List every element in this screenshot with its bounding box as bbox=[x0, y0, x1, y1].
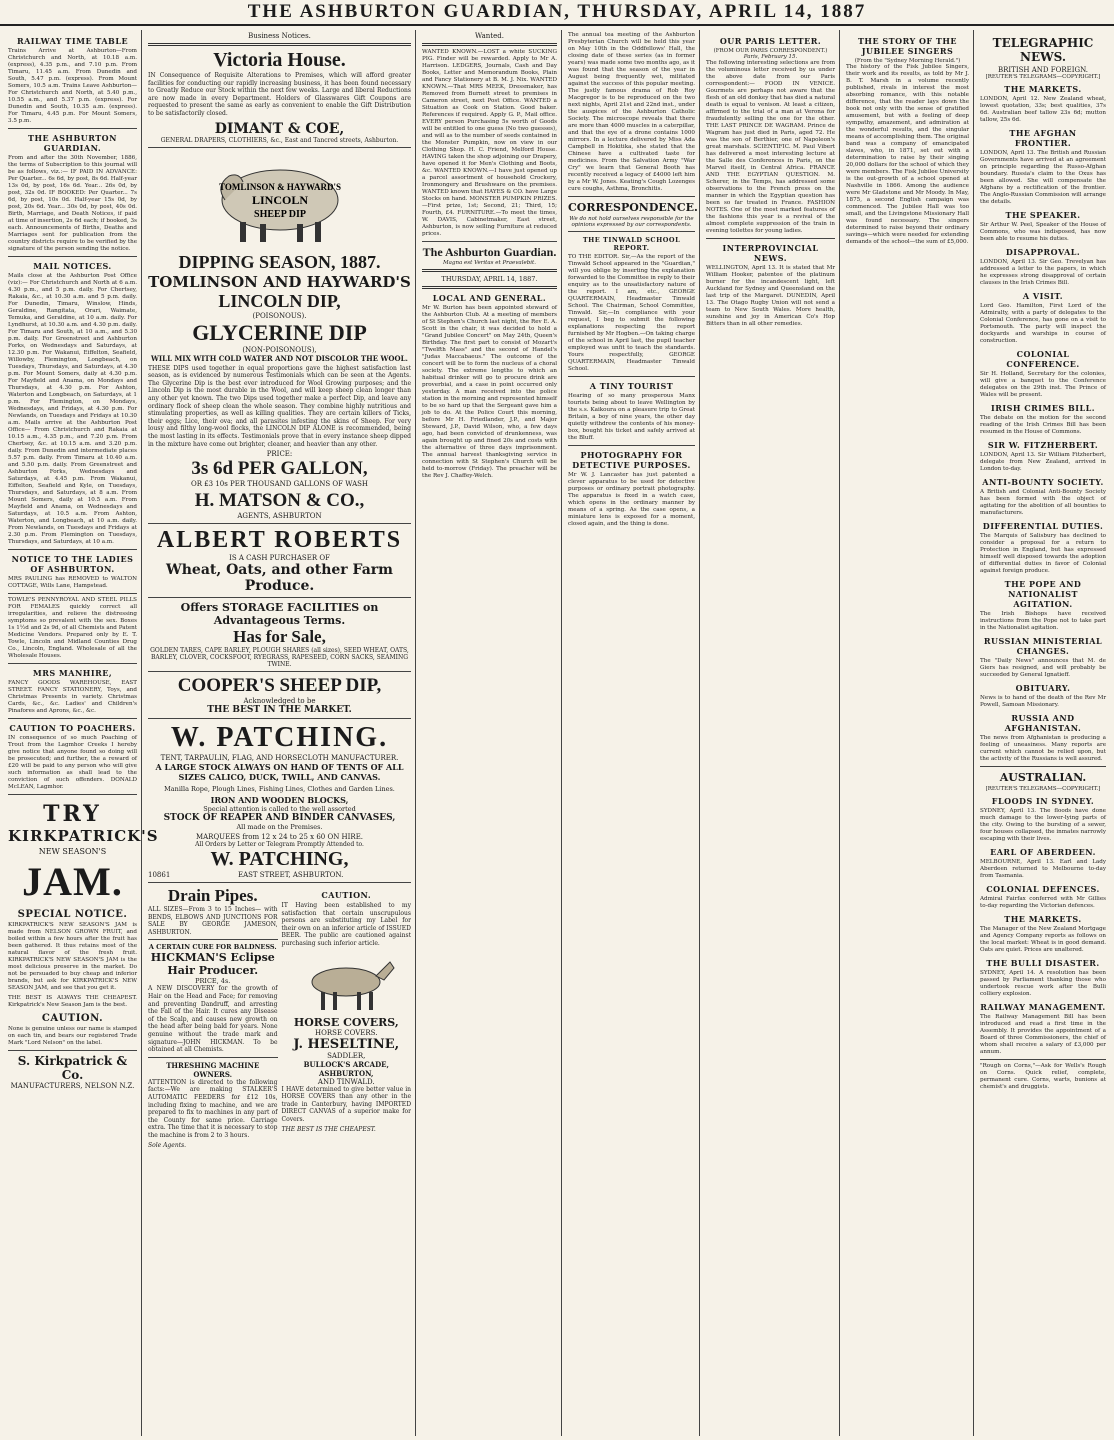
markets2-body: The Manager of the New Zealand Mortgage and Agency Company reports as follows on the local market: Wheat is in good demand. Oats are quiet. Prices are unaltered. bbox=[980, 926, 1106, 953]
wanted-title: Wanted. bbox=[475, 32, 504, 40]
markets-title: THE MARKETS. bbox=[1004, 84, 1082, 94]
russia-title: RUSSIA AND AFGHANISTAN. bbox=[1004, 713, 1082, 733]
col4-top-body: The annual tea meeting of the Ashburton Presbyterian Church will be held this year on May 10th in the Oddfellows' Hall, the closing date of these series (as in former years) was made some two months ago, as it was found that the season of the year in August being frequently wet, militated against the success of this popular meeting. The justly famous drama of Rob Roy Macgregor is to be reproduced on the two next nights, April 21st and 22nd inst., under the auspices of the Ashburton Catholic Society. The microscope reveals that there are more than 4000 muscles in a caterpillar, and that the eye of a drone contains 1000 mirrors. In a lecture delivered by Miss Ada Campbell in Hokitika, she stated that the Chinese have a cultivated taste for medicines. From the Salvation Army "War Cry" we learn that General Booth has recently received a legacy of £4000 left him by a Mr W. Jones. Keating's Cough Lozenges cure coughs, Asthma, Bronchitis. bbox=[568, 32, 695, 192]
towles-body: TOWLE'S PENNYROYAL AND STEEL PILLS FOR FEMALES quickly correct all irregularities, and relieve the distressing symptoms so prevalent with the sex. Boxes 1s 1½d and 2s 9d, of all Chemists and Patent Medicine Vendors. Prepared only by E. T. Towle, Lincoln and Midland Counties Drug Co., Lincoln, England. Wholesale of all the Wholesale Houses. bbox=[8, 597, 137, 659]
issue-date: THURSDAY, APRIL 14, 1887. bbox=[441, 275, 538, 283]
kirkpatrick-heading: KIRKPATRICK'S bbox=[8, 827, 159, 845]
wheat-oats: Wheat, Oats, and other Farm Produce. bbox=[166, 562, 393, 595]
obit-title: OBITUARY. bbox=[1015, 683, 1071, 693]
coopers-best: THE BEST IN THE MARKET. bbox=[207, 705, 352, 716]
iron-blocks: IRON AND WOODEN BLOCKS, bbox=[210, 795, 349, 806]
paris-date: Paris, February 15. bbox=[743, 54, 798, 60]
patching-address bbox=[148, 871, 411, 879]
caution-right-title: CAUTION. bbox=[321, 890, 372, 901]
saddler: SADDLER, bbox=[327, 1051, 366, 1060]
thresh-title: THRESHING MACHINE OWNERS. bbox=[166, 1060, 260, 1079]
hickman-body: A NEW DISCOVERY for the growth of Hair on the Head and Face; for removing and preventing Dandruff, and arresting the Fall of the Hair. It cures any Disease of the Scalp, and causes new growth on the head after being bald for years. None genuine without the trade mark and signature—JOHN HICKMAN. To be obtained at all Chemists. bbox=[148, 985, 278, 1054]
stock-reaper: STOCK OF REAPER AND BINDER CANVASES, bbox=[163, 813, 396, 824]
horse-covers-sub: HORSE COVERS. bbox=[315, 1028, 378, 1037]
price-label: PRICE: bbox=[266, 450, 293, 459]
column-3 bbox=[418, 30, 562, 1436]
dimant-sub: GENERAL DRAPERS, CLOTHIERS, &c., East and Tancred streets, Ashburton. bbox=[160, 136, 399, 144]
new-season-heading: NEW SEASON'S bbox=[38, 847, 107, 856]
east-street: EAST STREET, ASHBURTON. bbox=[237, 871, 344, 880]
column-4 bbox=[564, 30, 700, 1436]
poachers-body: IN consequence of so much Poaching of Trout from the Lagmhor Creeks I hereby give notice that anyone found so doing will be prosecuted; and further, the a reward of £20 will be paid to any person who will give such information as shall lead to the conviction of such offenders. DONALD McLEAN, Lagmhor. bbox=[8, 735, 137, 790]
lower-left-ads bbox=[148, 886, 278, 1149]
photo-body: Mr W. J. Lancaster has just patented a clever apparatus to be used for detective purposes or ordinary portrait photography. The apparatus is fixed in a watch case, which opens in the ordinary manner by means of a spring. As the case opens, a miniature lens is exposed for a moment, closed again, and the thing is done. bbox=[568, 472, 695, 527]
coopers-sub: Acknowledged to be bbox=[243, 697, 316, 706]
interprovincial-title: INTERPROVINCIAL NEWS. bbox=[722, 243, 819, 263]
defences-body: Admiral Fairfax conferred with Mr Gillies to-day regarding the Victorian defences. bbox=[980, 896, 1106, 909]
lincoln-dip: LINCOLN DIP, bbox=[218, 290, 341, 311]
coopers-dip: COOPER'S SHEEP DIP, bbox=[177, 675, 382, 697]
interprovincial-body: WELLINGTON, April 13. It is stated that Mr William Hooker, patentee of the platinum burner for the incandescent light, left Auckland for Sydney and Queensland on the last trip of the Margaret. DUNEDIN, April 13. The Otago Rugby Union will not send a team to New South Wales. More health, sunshine and joy in American Co's Hop Bitters than in all other remedies. bbox=[706, 265, 835, 327]
caution-body: None is genuine unless our name is stamped on each tin, and bears our registered Trade Mark "Lord Nelson" on the label. bbox=[8, 1026, 137, 1046]
corr-disclaimer: We do not hold ourselves responsible for the opinions expressed by our correspondents. bbox=[569, 216, 694, 228]
albert-roberts: ALBERT ROBERTS bbox=[156, 527, 403, 554]
rough-on-corns: "Rough on Corns,"—Ask for Wells's Rough on Corns. Quick relief, complete, permanent cure. Corns, warts, bunions at chemist's and druggists. bbox=[980, 1063, 1106, 1090]
firm-name: S. Kirkpatrick & Co. bbox=[17, 1054, 128, 1082]
mail-body: Mails close at the Ashburton Post Office (viz):— For Christchurch and North at 6 a.m. 4.30 p.m., and 5 p.m. daily. For Chertsey, Rakaia, &c., at 10.30 a.m. and 5 p.m. daily. For Dunedin, Timaru, Winslow, Hinds, Geraldine, Rangitata, Orari, Waimate, Temuka, and Geraldine, at 10 a.m. daily. For Lyndhurst, at 10.30 a.m. and 4.30 p.m. daily. For Timaru and South, at 10 a.m., and 5.30 p.m. daily. For Greenstreet and Ashburton Forks, on Wednesdays and Saturdays, at 12.30 p.m. For Wakanui, Eiffelton, Seafield, Willowby, Flemington, Longbeach, on Tuesdays, Thursdays, and Saturdays, at 4.30 p.m. For Mount Somers, daily at 4.30 p.m. For Mayfield and Anama, on Mondays and Thursdays, at 4.30 p.m. For Ashton, Waterton and Longbeach, on Saturdays, at 1 p.m. For Flemington, on Mondays, Wednesdays, and Fridays, at 4.30 p.m. For Newlands, on Tuesdays and Fridays at 10.30 a.m. Mails arrive at the Ashburton Post Office— From Christchurch and Rakaia at 10.15 a.m., 4.35 p.m., and 7.20 p.m. From Chertsey, &c. at 10.15 a.m. and 3.20 p.m. daily. From Dunedin and intermediate places 5.57 p.m. daily. From Timaru at 10.40 a.m. and 5.50 p.m. daily. From Greenstreet and Ashburton Forks, Wednesdays and Saturdays, at 4.45 p.m. From Wakanui, Eiffelton, Seafield and Kyle, on Tuesdays, Thursdays, and Saturdays, at 8 a.m. From Mount Somers, daily at 10.5 a.m. From Mayfield and Anama, on Wednesdays and Saturdays, at 10.5 a.m. From Ashton, Waterton, and Longbeach, at 10 a.m. daily. From Newlands, on Tuesdays and Fridays at 2.30 p.m. From Flemington on Tuesdays, Thursdays, and Saturdays, at 10 a.m. bbox=[8, 273, 137, 545]
tomlinson-heading: TOMLINSON AND HAYWARD'S bbox=[148, 272, 411, 291]
sale-list: GOLDEN TARES, CAPE BARLEY, PLOUGH SHARES (all sizes), SEED WHEAT, OATS, BARLEY, CLOVER, COCKSFOOT, RYEGRASS, RAPESEED, CORN SACKS, SEAMING TWINE. bbox=[150, 647, 409, 669]
rail-body: The Railway Management Bill has been introduced and read a first time in the Assembly. It provides the appointment of a Board of three Commissioners, the chief of whom shall receive a salary of £3,000 per annum. bbox=[980, 1014, 1106, 1055]
manhire-title: MRS MANHIRE, bbox=[32, 668, 113, 678]
tourist-title: A TINY TOURIST bbox=[589, 381, 674, 391]
russian-title: RUSSIAN MINISTERIAL CHANGES. bbox=[983, 636, 1103, 656]
dimant-title: DIMANT & COE, bbox=[214, 120, 345, 137]
subscription-body: From and after the 30th November, 1886, the terms of Subscription to this journal will be as follows, viz.:— IF PAID IN ADVANCE: Per Quarter... 6s 6d, by post, 8s 6d. Half-year 13s 0d, by post, 16s 6d. Year... 26s 0d, by post, 32s 0d. IF BOOKED: Per Quarter... 7s 6d, by post, 10s 0d. Half-year 15s 0d, by post, 20s 6d. Year... 30s 0d, by post, 40s 0d. Birth, Marriage, and Death Notices, if paid at time of insertion, 2s 6d each; if booked, 3s each. Announcements of Births, Deaths and Marriages sent for publication from the country districts require to be verified by the signature of the person sending the notice. bbox=[8, 155, 137, 252]
firm-location: MANUFACTURERS, NELSON N.Z. bbox=[10, 1082, 135, 1090]
horse-covers: HORSE COVERS, bbox=[293, 1015, 399, 1029]
will-mix: WILL MIX WITH COLD WATER AND NOT DISCOLOR THE WOOL. bbox=[151, 353, 408, 363]
fitz-title: SIR W. FITZHERBERT. bbox=[987, 440, 1099, 450]
hickman-price: PRICE, 4s. bbox=[195, 977, 231, 986]
business-header: Business Notices. bbox=[248, 32, 311, 40]
patching-heading: W. PATCHING. bbox=[170, 722, 389, 754]
paris-title: OUR PARIS LETTER. bbox=[719, 36, 822, 46]
correspondence-title: CORRESPONDENCE. bbox=[568, 201, 698, 214]
disapproval-title: DISAPPROVAL. bbox=[1005, 247, 1081, 257]
visit-title: A VISIT. bbox=[1022, 291, 1064, 301]
thresh-body: ATTENTION is directed to the following facts:—We are making STALKER'S AUTOMATIC FEEDERS for £12 10s, including fixing to machine, and we are prepared to fix to machines in any part of the County for same price. Carriage extra. The time that it is necessary to stop the machine is from 2 to 3 hours. bbox=[148, 1078, 278, 1139]
wanted-body: WANTED KNOWN.—LOST a white SUCKING PIG. Finder will be rewarded. Apply to Mr A. Harrison. LEDGERS, Journals, Cash and Day Books, Letter and Memorandum Books, Plain and Fancy Stationery at B. M. J. Nix. WANTED KNOWN.—That MRS MEEK, Dressmaker, has Removed from Burnett street to premises in Cameron street, next Post Office. WANTED a Situation as Cook on Station. Good baker. References if required. Apply G. P., Mail office. EVERY person Purchasing 5s worth of Goods will be entitled to one guess (No two guesses), and will as to the number of seeds contained in the Monster Pumpkin, now on view in our Clothing Shop. H. C. Friend, Melford House. HAVING taken the shop adjoining our Drapery, have opened it for Men's Clothing and Boots, &c. WANTED KNOWN.—I have just opened up a parcel assortment of household Crockery, Ironmongery and Brushware on the premises. WANTED known that HAYES & CO. have Large Stocks on hand. MONSTER PUMPKIN PRIZES.—First prize, 1st; Second, 21; Third, 15; Fourth, £4. FURNITURE.—To meet the times, W. DAVIS, Cabinetmaker, East street, Ashburton, is now selling Furniture at reduced prices. bbox=[422, 49, 557, 237]
aberdeen-body: MELBOURNE, April 13. Earl and Lady Aberdeen returned to Melbourne to-day from Tasmania. bbox=[980, 859, 1106, 879]
hickman-title: HICKMAN'S Eclipse Hair Producer. bbox=[150, 951, 275, 978]
orders-attended: All Orders by Letter or Telegram Promptly Attended to. bbox=[195, 841, 364, 849]
irish-title: IRISH CRIMES BILL. bbox=[990, 403, 1096, 413]
tinwald-label: AND TINWALD. bbox=[317, 1077, 375, 1086]
try-heading: TRY bbox=[43, 801, 102, 827]
diff-body: The Marquis of Salisbury has declined to consider a proposal for a return to Protection in England, but has expressed himself well disposed towards the adoption of differential duties in favor of Colonial against foreign produce. bbox=[980, 533, 1106, 574]
floods-body: SYDNEY, April 13. The floods have done much damage to the lower-lying parts of the city. Owing to the bursting of a sewer, four houses collapsed, the inmates narrowly escaping with their lives. bbox=[980, 808, 1106, 842]
dip-body: THESE DIPS used together in equal proportions gave the highest satisfaction last season, as is evidenced by numerous Testimonials which can be seen at the Agents. The Glycerine Dip is the best ever introduced for Wool Growing purposes; and the Lincoln Dip is the most durable in the Wool, and will keep sheep clean longer than any other yet known. The two Dips used together make a perfect Dip, and leave any ordinary flock of sheep clean the whole season. They combine highly nutritious and stimulating properties, as well as killing qualities. They are certain killers of Ticks, their eggs; Lice, their ova; and all parasites infesting the skins of Sheep. For very lousy and filthy long-wool flocks, the LINCOLN DIP ALONE is recommended, being the most lasting in its effects. Testimonials prove that in every instance sheep dipped in the mixture have come out brighter, cleaner, and heavier than any other. bbox=[148, 364, 411, 448]
special-attention: Special attention is called to the well assorted bbox=[203, 805, 356, 814]
defences-title: COLONIAL DEFENCES. bbox=[986, 884, 1100, 894]
afghan-body: LONDON, April 13. The British and Russian Governments have arrived at an agreement on principle regarding the Russo-Afghan boundary. Russia's claim to the Oxus has been allowed. She will compensate the Afghans by a rectification of the frontier. The Anglo-Russian Commission will arrange the details. bbox=[980, 150, 1106, 205]
per-gallon: 3s 6d PER GALLON, bbox=[191, 458, 368, 480]
tinwald-body: TO THE EDITOR. Sir,—As the report of the Tinwald School appeared in the "Guardian," will you oblige by inserting the explanation forwarded to the Committee in reply to their enquiry as to the unsatisfactory nature of the report. I am, etc., GEORGE QUARTERMAIN, Headmaster Tinwald School. The Chairman, School Committee, Tinwald. Sir,—In compliance with your request, I beg to submit the following explanations respecting the report furnished by Mr Hogben.—On taking charge of the school in April last, the pupil teacher employed was unfit to teach the standards. Yours respectfully, GEORGE QUARTERMAIN, Headmaster Tinwald School. bbox=[568, 254, 695, 372]
aberdeen-title: EARL OF ABERDEEN. bbox=[990, 847, 1096, 857]
manilla-rope: Manilla Rope, Plough Lines, Fishing Lines, Clothes and Garden Lines. bbox=[164, 785, 395, 794]
column-6 bbox=[842, 30, 974, 1436]
per-thousand: OR £3 10s PER THOUSAND GALLONS OF WASH bbox=[190, 480, 369, 489]
photo-title: PHOTOGRAPHY FOR DETECTIVE PURPOSES. bbox=[572, 450, 691, 470]
guardian-nameplate: The Ashburton Guardian. bbox=[422, 245, 557, 259]
markets2-title: THE MARKETS. bbox=[1004, 914, 1082, 924]
disapproval-body: LONDON, April 13. Sir Geo. Trevelyan has addressed a letter to the papers, in which he expresses strong disapproval of certain clauses in the Irish Crimes Bill. bbox=[980, 259, 1106, 286]
cash-purchaser: IS A CASH PURCHASER OF bbox=[229, 554, 330, 563]
local-body: Mr W. Burton has been appointed steward of the Ashburton Club. At a meeting of members of St Stephen's Church last night, the Rev E. A. Scott in the chair, it was decided to hold a "Grand Jubilee Concert" on May 24th, Queen's Birthday. The first part to consist of Mozart's "Twelfth Mass" and the second of Handel's "Judas Maccabaeus." The outcome of the concert will be to form the nucleus of a choral society. The extreme lengths to which an habitual drinker will go to procure drink are proverbial, and a case in point occurred only yesterday. A man received into the police station in the morning and represented himself to be so hard up that the Sergeant gave him a job to do. At the Police Court this morning, before Mr H. Friedlander, J.P., and Major Steward, J.P., David Wilson, who, a few days ago, had been convicted of drunkenness, was again brought up and fined 20s and costs with the alternative of three days imprisonment. The annual harvest thanksgiving service in connection with St Stephen's Church will be held to-morrow (Friday). The preacher will be the Rev J. Chaffey-Welch. bbox=[422, 305, 557, 479]
tinwald-title: THE TINWALD SCHOOL REPORT. bbox=[582, 236, 681, 252]
fitz-body: LONDON, April 13. Sir William Fitzherbert, delegate from New Zealand, arrived in London to-day. bbox=[980, 452, 1106, 472]
russian-body: The "Daily News" announces that M. de Giers has resigned, and will probably be succeeded by General Ignatieff. bbox=[980, 658, 1106, 678]
story-title: THE STORY OF THE JUBILEE SINGERS bbox=[857, 36, 958, 56]
drain-body: ALL SIZES—From 3 to 15 Inches— with BENDS, ELBOWS AND JUNCTIONS FOR SALE BY GEORGE JAMESON, ASHBURTON. bbox=[148, 906, 278, 936]
dipping-season: DIPPING SEASON, 1887. bbox=[178, 251, 381, 272]
caution-right-body: IT Having been established to my satisfaction that certain unscrupulous persons are substituting my Label for their own on an inferior article of ISSUED BEER. The public are cautioned against purchasing such inferior article. bbox=[281, 902, 411, 948]
masthead bbox=[0, 0, 1114, 26]
irish-body: The debate on the motion for the second reading of the Irish Crimes Bill has been resumed in the House of Commons. bbox=[980, 415, 1106, 435]
newspaper-page bbox=[4, 30, 1110, 1436]
svg-text:LINCOLN: LINCOLN bbox=[251, 192, 308, 207]
russia-body: The news from Afghanistan is producing a feeling of uneasiness. Many reports are current which cannot be relied upon, but the activity of the Russians is well assured. bbox=[980, 735, 1106, 762]
masthead-title: THE ASHBURTON GUARDIAN, THURSDAY, APRIL 14, 1887 bbox=[247, 1, 867, 22]
patching-heading-2: W. PATCHING, bbox=[210, 848, 349, 871]
railway-title: RAILWAY TIME TABLE bbox=[16, 36, 129, 46]
mail-title: MAIL NOTICES. bbox=[33, 261, 112, 271]
telegraphic-copy: [REUTER'S TELEGRAMS—COPYRIGHT.] bbox=[985, 74, 1101, 80]
rail-title: RAILWAY MANAGEMENT. bbox=[980, 1002, 1106, 1012]
telegraphic-sub: BRITISH AND FOREIGN. bbox=[998, 66, 1088, 74]
victoria-house-title: Victoria House. bbox=[213, 49, 346, 71]
bounty-title: ANTI-BOUNTY SOCIETY. bbox=[982, 477, 1104, 487]
glycerine-dip: GLYCERINE DIP bbox=[192, 319, 367, 345]
marquees: MARQUEES from 12 x 24 to 25 x 60 ON HIRE. bbox=[195, 833, 364, 842]
notice-ladies-title: NOTICE TO THE LADIES OF ASHBURTON. bbox=[11, 554, 134, 574]
nonpoison-label: (NON-POISONOUS), bbox=[242, 345, 317, 354]
australian-copy: [REUTER'S TELEGRAMS—COPYRIGHT.] bbox=[985, 786, 1101, 792]
railway-body: Trains Arrive at Ashburton—From Christchurch and North, at 10.18 a.m. (express), 4.35 p.m., and 7.10 p.m. From Timaru, 11.45 a.m. From Dunedin and South, 5.47 p.m. (express). From Mount Somers, 10.5 a.m. Trains Leave Ashburton—For Christchurch and North, at 5.40 p.m., 10.55 a.m., and 5.37 p.m. (express). For Dunedin and South, 10.35 a.m. (express). For Timaru, 4.45 p.m. For Mount Somers, 3.5 p.m. bbox=[8, 48, 137, 124]
svg-text:SHEEP DIP: SHEEP DIP bbox=[253, 208, 306, 220]
floods-title: FLOODS IN SYDNEY. bbox=[991, 796, 1095, 806]
jam-heading: JAM. bbox=[22, 859, 123, 904]
storage-facilities: Offers STORAGE FACILITIES on Advantageous Terms. bbox=[180, 601, 379, 628]
australian-title: AUSTRALIAN. bbox=[999, 771, 1087, 784]
lower-ads bbox=[148, 886, 411, 1149]
heseltine: J. HESELTINE, bbox=[293, 1036, 400, 1052]
lower-right-ads bbox=[282, 886, 412, 1149]
patching-stock: A LARGE STOCK ALWAYS ON HAND OF TENTS OF ALL SIZES CALICO, DUCK, TWILL, AND CANVAS. bbox=[155, 762, 404, 783]
markets-body: LONDON, April 12. New Zealand wheat, lowest quotation, 33s; best qualities, 37s 6d. Australian beef tallow 23s 6d; mutton tallow, 25s 6d. bbox=[980, 96, 1106, 123]
poachers-title: CAUTION TO POACHERS. bbox=[9, 723, 136, 733]
column-2 bbox=[144, 30, 416, 1436]
paris-sub: (FROM OUR PARIS CORRESPONDENT.) bbox=[713, 48, 828, 54]
sole-agents: Sole Agents. bbox=[148, 1141, 187, 1149]
matson-agents: AGENTS, ASHBURTON bbox=[237, 512, 322, 521]
pope-title: THE POPE AND NATIONALIST AGITATION. bbox=[1004, 579, 1082, 609]
column-7 bbox=[976, 30, 1110, 1436]
sheep-illustration bbox=[205, 152, 355, 248]
victoria-body: IN Consequence of Requisite Alterations to Premises, which will afford greater facilities for conducting our rapidly increasing business, it has been found necessary to Greatly Reduce our Stock within the next few weeks. Large and liberal Reductions are now made in every Department. Holders of Glasswares Gift Coupons are requested to present the same as early as convenient to enable the Gift Distribution to be satisfactorily closed. bbox=[148, 72, 411, 117]
special-notice-title: SPECIAL NOTICE. bbox=[17, 909, 128, 920]
patching-sub: TENT, TARPAULIN, FLAG, AND HORSECLOTH MANUFACTURER. bbox=[160, 754, 399, 763]
afghan-title: THE AFGHAN FRONTIER. bbox=[1009, 128, 1077, 148]
telegraphic-title: TELEGRAPHIC NEWS. bbox=[992, 36, 1094, 64]
horse-illustration bbox=[291, 952, 401, 1012]
tourist-body: Hearing of so many prosperous Manx tourists being about to leave Wellington by the s.s. Kaikoura on a pleasure trip to Great Britain, a boy of nine years, the other day quietly withdrew the contents of his money-box, bought his ticket and safely arrived at the Bluff. bbox=[568, 393, 695, 441]
speaker-body: Sir Arthur W. Peel, Speaker of the House of Commons, who was indisposed, has now been able to resume his duties. bbox=[980, 222, 1106, 242]
best-cheapest: THE BEST IS ALWAYS THE CHEAPEST. Kirkpatrick's New Season Jam is the best. bbox=[8, 995, 137, 1008]
bullock-arcade: BULLOCK'S ARCADE, ASHBURTON, bbox=[303, 1059, 389, 1078]
subscription-title: THE ASHBURTON GUARDIAN. bbox=[28, 133, 117, 153]
colonial-title: COLONIAL CONFERENCE. bbox=[1006, 349, 1080, 369]
column-5 bbox=[702, 30, 840, 1436]
baldness: A CERTAIN CURE FOR BALDNESS. bbox=[148, 943, 277, 952]
story-body: The history of the Fisk Jubilee Singers, their work and its results, as told by Mr J. B. T. Marsh in a volume recently published, rivals in interest the most absorbing romance, with this notable difference, that the reader lays down the book not only with the sense of gratified amusement, but with a feeling of deep sympathy, amazement, and admiration at the wonderful results, and the singular means of accomplishing them. The original band was a company of emancipated slaves, who, in 1871, set out with a determination to raise by their singing 20,000 dollars for the school of which they were members. The Fisk Jubilee University is the out-growth of a school opened at Nashville in 1866. Among the audience were Mr Gladstone and Mr Moody. In May, 1875, a second English campaign was commenced. The Jubilee Hall was too small, and the Livingstone Missionary Hall was found necessary. The singers determined to raise beyond their ordinary savings—which were needed for extending demands of the school—the sum of £5,000. bbox=[846, 64, 969, 245]
heseltine-body: I HAVE determined to give better value in HORSE COVERS than any other in the trade in Canterbury, having IMPORTED DIRECT CANVAS of a superior make for Covers. bbox=[281, 1085, 411, 1124]
sheep-label-text: TOMLINSON & HAYWARD'S bbox=[218, 181, 341, 192]
diff-title: DIFFERENTIAL DUTIES. bbox=[982, 521, 1104, 531]
bounty-body: A British and Colonial Anti-Bounty Society has been formed with the object of agitating for the abolition of all bounties to manufacturers. bbox=[980, 489, 1106, 516]
pope-body: The Irish Bishops have received instructions from the Pope not to take part in the Nationalist agitation. bbox=[980, 611, 1106, 631]
obit-body: News is to hand of the death of the Rev Mr Powell, Samoan Missionary. bbox=[980, 695, 1106, 708]
paris-body: The following interesting selections are from the voluminous letter received by us under the above date from our Paris correspondent:— FOOD IN VENICE. Gourmets are perhaps not aware that the flesh of an old donkey that has died a natural death is equal to venison. At least a citizen, affirmed to the trial of a man at Verona for fraudulently selling the one for the other. THE LAST PRINCE DE WAGRAM. Prince de Wagram has just died in Paris, aged 72. He was the son of Berthier, one of Napoleon's great marshals. SCIENTIFIC. M. Paul Vibert has delivered a most interesting lecture at the Salle des Conferences in Paris, on the Marvel itself, in Central Africa. FRANCE AND THE EGYPTIAN QUESTION. M. Scherer, in the Temps, has addressed some observations to the French press on the manner in which the Egyptian question has been so far treated in France. FASHION NOTES. One of the most marked features of the fashions this year is a revival of the almost complete suppression of the train in evening toilettes for young ladies. bbox=[706, 60, 835, 234]
poisonous-label: (POISONOUS). bbox=[252, 311, 307, 320]
special-notice-body: KIRKPATRICK'S NEW SEASON'S JAM is made from NELSON GROWN FRUIT, and boiled within a few hours after the fruit has been gathered. It thus retains most of the natural flavor of the fresh fruit. KIRKPATRICK'S NEW SEASON'S JAM is the most delicious preserve in the market. Do not be persuaded to buy cheap and inferior brands, but ask for KIRKPATRICK'S NEW SEASON JAM, and see that you get it. bbox=[8, 922, 137, 991]
caution-title: CAUTION. bbox=[41, 1013, 104, 1024]
drain-pipes: Drain Pipes. bbox=[167, 886, 258, 906]
has-for-sale: Has for Sale, bbox=[233, 627, 326, 647]
bulli-body: SYDNEY, April 14. A resolution has been passed by Parliament thanking those who undertook rescue work after the Bulli colliery explosion. bbox=[980, 970, 1106, 997]
guardian-motto: Magna est Veritas et Praevalebit. bbox=[443, 260, 536, 266]
visit-body: Lord Geo. Hamilton, First Lord of the Admiralty, with a party of delegates to the Colonial Conference, has gone on a visit to Portsmouth. The party will inspect the dockyards and warships in course of construction. bbox=[980, 303, 1106, 344]
colonial-body: Sir H. Holland, Secretary for the colonies, will give a banquet to the Conference delegates on the 29th inst. The Prince of Wales will be present. bbox=[980, 371, 1106, 398]
manhire-body: FANCY GOODS WAREHOUSE, EAST STREET. FANCY STATIONERY, Toys, and Christmas Presents in variety. Christmas Cards, &c., &c. Ladies' and Children's Pinafores and Aprons, &c., &c. bbox=[8, 680, 137, 714]
notice-ladies-body: MRS PAULING has REMOVED to WALTON COTTAGE, Wills Lane, Hampstead. bbox=[8, 576, 137, 589]
local-title: LOCAL AND GENERAL. bbox=[432, 293, 547, 303]
bulli-title: THE BULLI DISASTER. bbox=[986, 958, 1100, 968]
speaker-title: THE SPEAKER. bbox=[1005, 210, 1081, 220]
matson-heading: H. MATSON & CO., bbox=[194, 490, 365, 512]
all-made: All made on the Premises. bbox=[236, 823, 323, 832]
story-sub: (From the "Sydney Morning Herald.") bbox=[854, 58, 961, 64]
best-cheap-footer: THE BEST IS THE CHEAPEST. bbox=[281, 1125, 376, 1133]
ad-number: 10861 bbox=[148, 871, 171, 880]
column-1 bbox=[4, 30, 159, 1436]
